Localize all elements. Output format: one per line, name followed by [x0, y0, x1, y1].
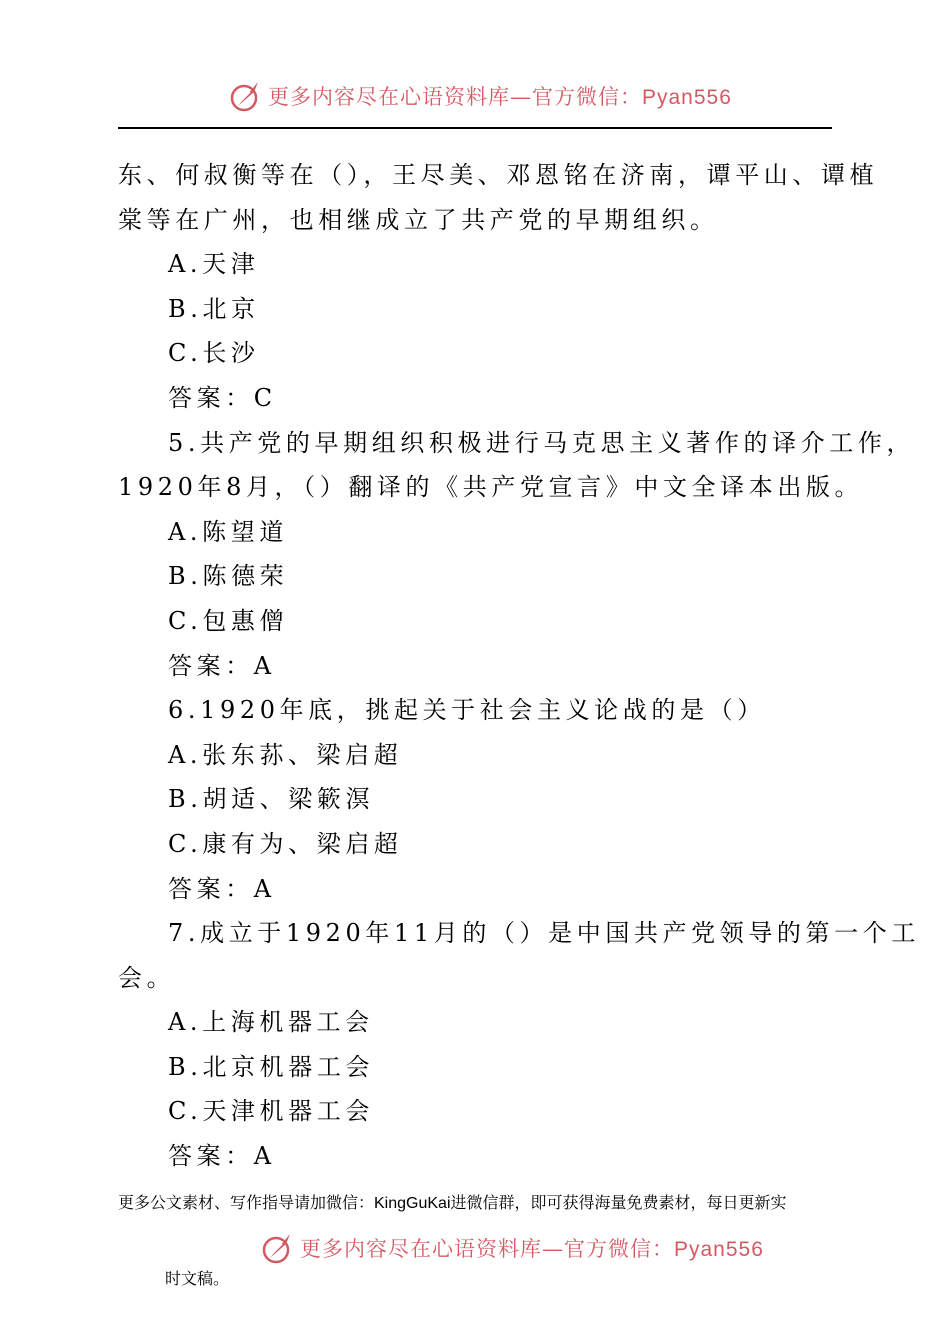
option-line: A.张东荪、梁启超 — [168, 740, 403, 769]
answer-line: 答案：A — [168, 1142, 276, 1171]
footer-banner — [260, 1228, 764, 1268]
question-line: 5.共产党的早期组织积极进行马克思主义著作的译介工作， — [168, 428, 916, 457]
document-body — [118, 153, 920, 1179]
option-line: B.陈德荣 — [168, 562, 289, 591]
option-line: A.陈望道 — [168, 517, 288, 546]
quill-pen-logo-icon — [260, 1230, 296, 1266]
quill-pen-logo-icon — [228, 78, 264, 114]
option-line: B.胡适、梁簌溟 — [168, 785, 375, 814]
option-line: C.天津机器工会 — [168, 1097, 374, 1126]
footer-banner-text: 更多内容尽在心语资料库—官方微信： — [300, 1237, 674, 1261]
footer-note: 更多公文素材、写作指导请加微信：KingGuKai进微信群，即可获得海量免费素材，每日更新实 — [118, 1195, 787, 1212]
text-line: 棠等在广州，也相继成立了共产党的早期组织。 — [118, 205, 719, 234]
footer-banner-id: Pyan556 — [674, 1238, 764, 1261]
answer-line: 答案：C — [168, 383, 277, 412]
text-line: 会。 — [118, 963, 176, 992]
answer-line: 答案：A — [168, 651, 276, 680]
option-line: C.包惠僧 — [168, 606, 289, 635]
header-banner — [228, 76, 732, 116]
header-banner-id: Pyan556 — [642, 86, 732, 109]
text-line: 1920年8月，（）翻译的《共产党宣言》中文全译本出版。 — [118, 473, 864, 502]
option-line: B.北京机器工会 — [168, 1052, 375, 1081]
footer-note-continued: 时文稿。 — [165, 1271, 230, 1288]
header-banner-text: 更多内容尽在心语资料库—官方微信： — [268, 85, 642, 109]
text-line: 东、何叔衡等在（），王尽美、邓恩铭在济南，谭平山、谭植 — [118, 161, 879, 189]
header-rule — [118, 127, 832, 129]
option-line: C.长沙 — [168, 339, 260, 368]
question-line: 7.成立于1920年11月的（）是中国共产党领导的第一个工 — [168, 919, 920, 948]
option-line: A.天津 — [168, 250, 260, 279]
option-line: A.上海机器工会 — [168, 1008, 374, 1037]
question-line: 6.1920年底，挑起关于社会主义论战的是（） — [168, 696, 766, 725]
option-line: B.北京 — [168, 294, 260, 323]
option-line: C.康有为、梁启超 — [168, 829, 403, 858]
answer-line: 答案：A — [168, 874, 276, 903]
